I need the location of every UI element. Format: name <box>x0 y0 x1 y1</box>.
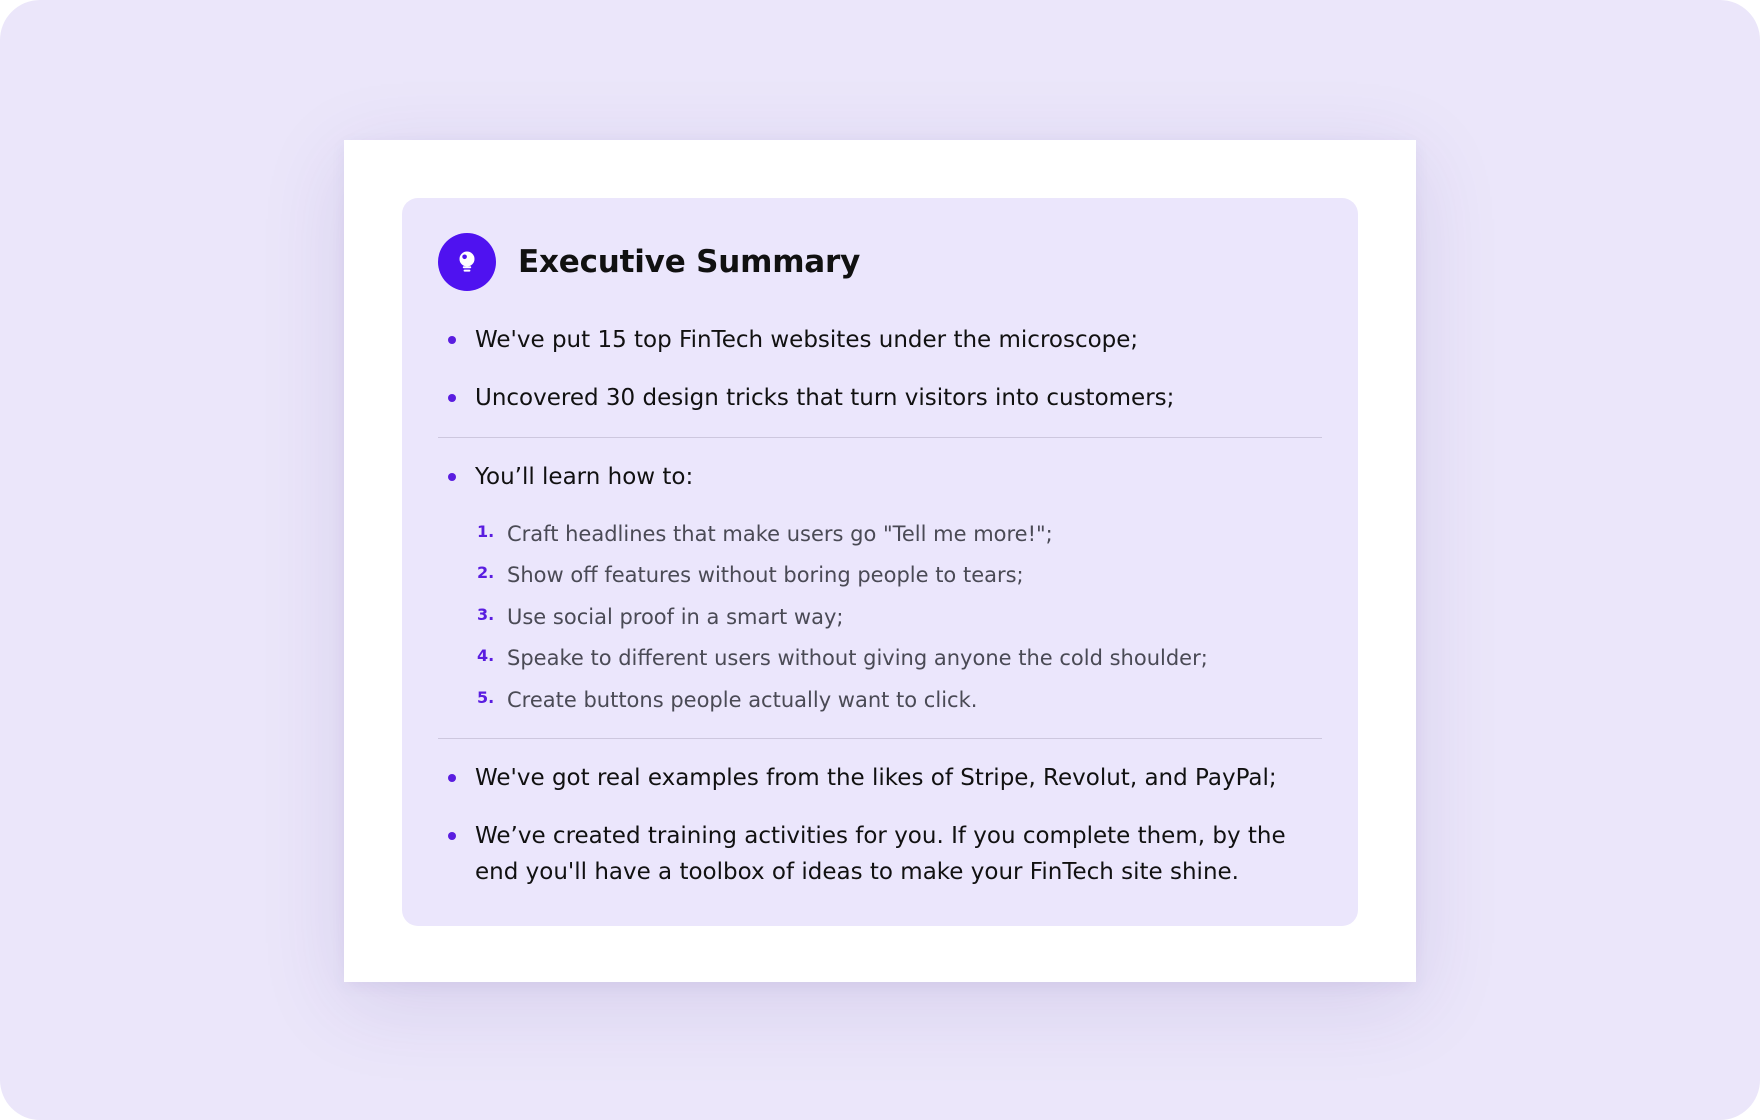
item-number: 2. <box>477 563 495 582</box>
bullet-item <box>438 818 1328 890</box>
summary-header <box>438 233 860 291</box>
item-number: 1. <box>477 522 495 541</box>
item-text: Use social proof in a smart way; <box>507 605 844 629</box>
item-text: Create buttons people actually want to click. <box>507 688 978 712</box>
bullet-dot <box>448 774 456 782</box>
section-divider <box>438 738 1322 739</box>
bullet-item <box>438 459 1328 495</box>
item-number: 3. <box>477 605 495 624</box>
bullet-text: We've put 15 top FinTech websites under the microscope; <box>475 327 1139 353</box>
bullet-item <box>438 760 1328 796</box>
bullet-item <box>438 322 1328 358</box>
numbered-item <box>477 685 1328 715</box>
item-number: 4. <box>477 646 495 665</box>
executive-summary-panel <box>402 198 1358 926</box>
bullet-text: We’ve created training activities for you. If you complete them, by the end you'll have a toolbox of ideas to make your FinTech site shine. <box>475 823 1286 885</box>
bullet-dot <box>448 336 456 344</box>
bullet-dot <box>448 832 456 840</box>
bullet-text: We've got real examples from the likes of Stripe, Revolut, and PayPal; <box>475 765 1277 791</box>
bullet-dot <box>448 394 456 402</box>
bullet-dot <box>448 473 456 481</box>
bullet-text: You’ll learn how to: <box>475 464 694 490</box>
item-text: Craft headlines that make users go "Tell me more!"; <box>507 522 1053 546</box>
item-number: 5. <box>477 688 495 707</box>
numbered-item <box>477 560 1328 590</box>
lightbulb-icon <box>438 233 496 291</box>
item-text: Speake to different users without giving anyone the cold shoulder; <box>507 646 1208 670</box>
numbered-item <box>477 519 1328 549</box>
section-divider <box>438 437 1322 438</box>
document-card <box>344 140 1416 982</box>
bullet-text: Uncovered 30 design tricks that turn visitors into customers; <box>475 385 1175 411</box>
numbered-item <box>477 602 1328 632</box>
bullet-item <box>438 380 1328 416</box>
item-text: Show off features without boring people to tears; <box>507 563 1024 587</box>
numbered-item <box>477 643 1328 673</box>
summary-title: Executive Summary <box>518 244 861 280</box>
